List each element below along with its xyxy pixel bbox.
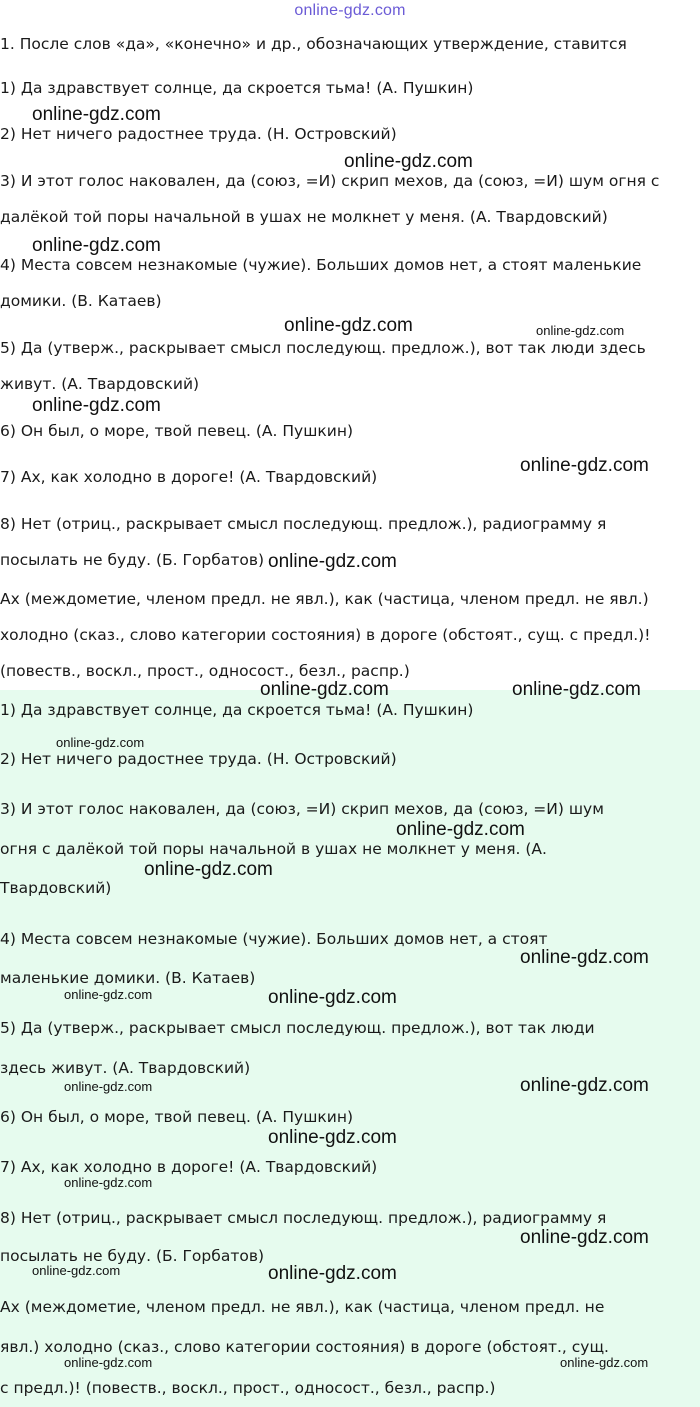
answer-line: здесь живут. (А. Твардовский) — [0, 1059, 251, 1077]
answer-line: явл.) холодно (сказ., слово категории состояния) в дороге (обстоят., сущ. — [0, 1338, 609, 1356]
answer-line: 3) И этот голос наковален, да (союз, =И) скрип мехов, да (союз, =И) шум — [0, 800, 604, 818]
watermark: online-gdz.com — [64, 1175, 153, 1190]
watermark: online-gdz.com — [520, 1227, 649, 1248]
text-line: 6) Он был, о море, твой певец. (А. Пушкин) — [0, 422, 353, 440]
answer-line: 8) Нет (отриц., раскрывает смысл последующ. предлож.), радиограмму я — [0, 1209, 607, 1227]
watermark: online-gdz.com — [268, 1127, 397, 1148]
answer-line: маленькие домики. (В. Катаев) — [0, 969, 256, 987]
watermark: online-gdz.com — [520, 947, 649, 968]
text-line: 8) Нет (отриц., раскрывает смысл последующ. предлож.), радиограмму я — [0, 515, 607, 533]
site-header[interactable]: online-gdz.com — [294, 2, 406, 19]
answer-line: посылать не буду. (Б. Горбатов) — [0, 1247, 265, 1265]
watermark: online-gdz.com — [32, 395, 161, 416]
text-line: 7) Ах, как холодно в дороге! (А. Твардовский) — [0, 468, 378, 486]
watermark: online-gdz.com — [520, 455, 649, 476]
watermark: online-gdz.com — [520, 1075, 649, 1096]
answer-line: Ах (междометие, членом предл. не явл.), как (частица, членом предл. не — [0, 1298, 605, 1316]
watermark: online-gdz.com — [56, 735, 145, 750]
text-line: 4) Места совсем незнакомые (чужие). Больших домов нет, а стоят маленькие — [0, 256, 642, 274]
text-line: 3) И этот голос наковален, да (союз, =И) скрип мехов, да (союз, =И) шум огня с — [0, 172, 660, 190]
watermark: online-gdz.com — [512, 679, 641, 700]
text-line: холодно (сказ., слово категории состояния) в дороге (обстоят., сущ. с предл.)! — [0, 626, 651, 644]
text-line: 2) Нет ничего радостнее труда. (Н. Островский) — [0, 125, 397, 143]
watermark: online-gdz.com — [64, 1079, 153, 1094]
watermark: online-gdz.com — [144, 859, 273, 880]
text-line: живут. (А. Твардовский) — [0, 375, 200, 393]
watermark: online-gdz.com — [268, 1263, 397, 1284]
text-line: посылать не буду. (Б. Горбатов) — [0, 551, 265, 569]
answer-line: с предл.)! (повеств., воскл., прост., односост., безл., распр.) — [0, 1379, 496, 1397]
answer-line: 5) Да (утверж., раскрывает смысл последующ. предлож.), вот так люди — [0, 1019, 595, 1037]
text-line: далёкой той поры начальной в ушах не молкнет у меня. (А. Твардовский) — [0, 208, 608, 226]
watermark: online-gdz.com — [396, 819, 525, 840]
answer-line: 2) Нет ничего радостнее труда. (Н. Островский) — [0, 750, 397, 768]
answer-line: 4) Места совсем незнакомые (чужие). Больших домов нет, а стоят — [0, 930, 548, 948]
text-line: 1) Да здравствует солнце, да скроется тьма! (А. Пушкин) — [0, 79, 474, 97]
watermark: online-gdz.com — [32, 1263, 121, 1278]
watermark: online-gdz.com — [284, 315, 413, 336]
answer-line: 7) Ах, как холодно в дороге! (А. Твардовский) — [0, 1158, 378, 1176]
watermark: online-gdz.com — [268, 987, 397, 1008]
watermark: online-gdz.com — [64, 1355, 153, 1370]
text-line: домики. (В. Катаев) — [0, 292, 162, 310]
watermark: online-gdz.com — [260, 679, 389, 700]
answer-line: Твардовский) — [0, 879, 112, 897]
watermark: online-gdz.com — [560, 1355, 649, 1370]
answer-line: 1) Да здравствует солнце, да скроется тьма! (А. Пушкин) — [0, 701, 474, 719]
text-line: 5) Да (утверж., раскрывает смысл последующ. предлож.), вот так люди здесь — [0, 339, 646, 357]
watermark: online-gdz.com — [32, 235, 161, 256]
watermark: online-gdz.com — [344, 151, 473, 172]
watermark: online-gdz.com — [268, 551, 397, 572]
answer-line: 6) Он был, о море, твой певец. (А. Пушкин) — [0, 1108, 353, 1126]
answer-line: огня с далёкой той поры начальной в ушах не молкнет у меня. (А. — [0, 840, 547, 858]
text-line: 1. После слов «да», «конечно» и др., обозначающих утверждение, ставится — [0, 35, 627, 53]
watermark: online-gdz.com — [64, 987, 153, 1002]
watermark: online-gdz.com — [32, 104, 161, 125]
text-line: Ах (междометие, членом предл. не явл.), как (частица, членом предл. не явл.) — [0, 590, 649, 608]
text-line: (повеств., воскл., прост., односост., безл., распр.) — [0, 662, 410, 680]
watermark: online-gdz.com — [536, 323, 625, 338]
